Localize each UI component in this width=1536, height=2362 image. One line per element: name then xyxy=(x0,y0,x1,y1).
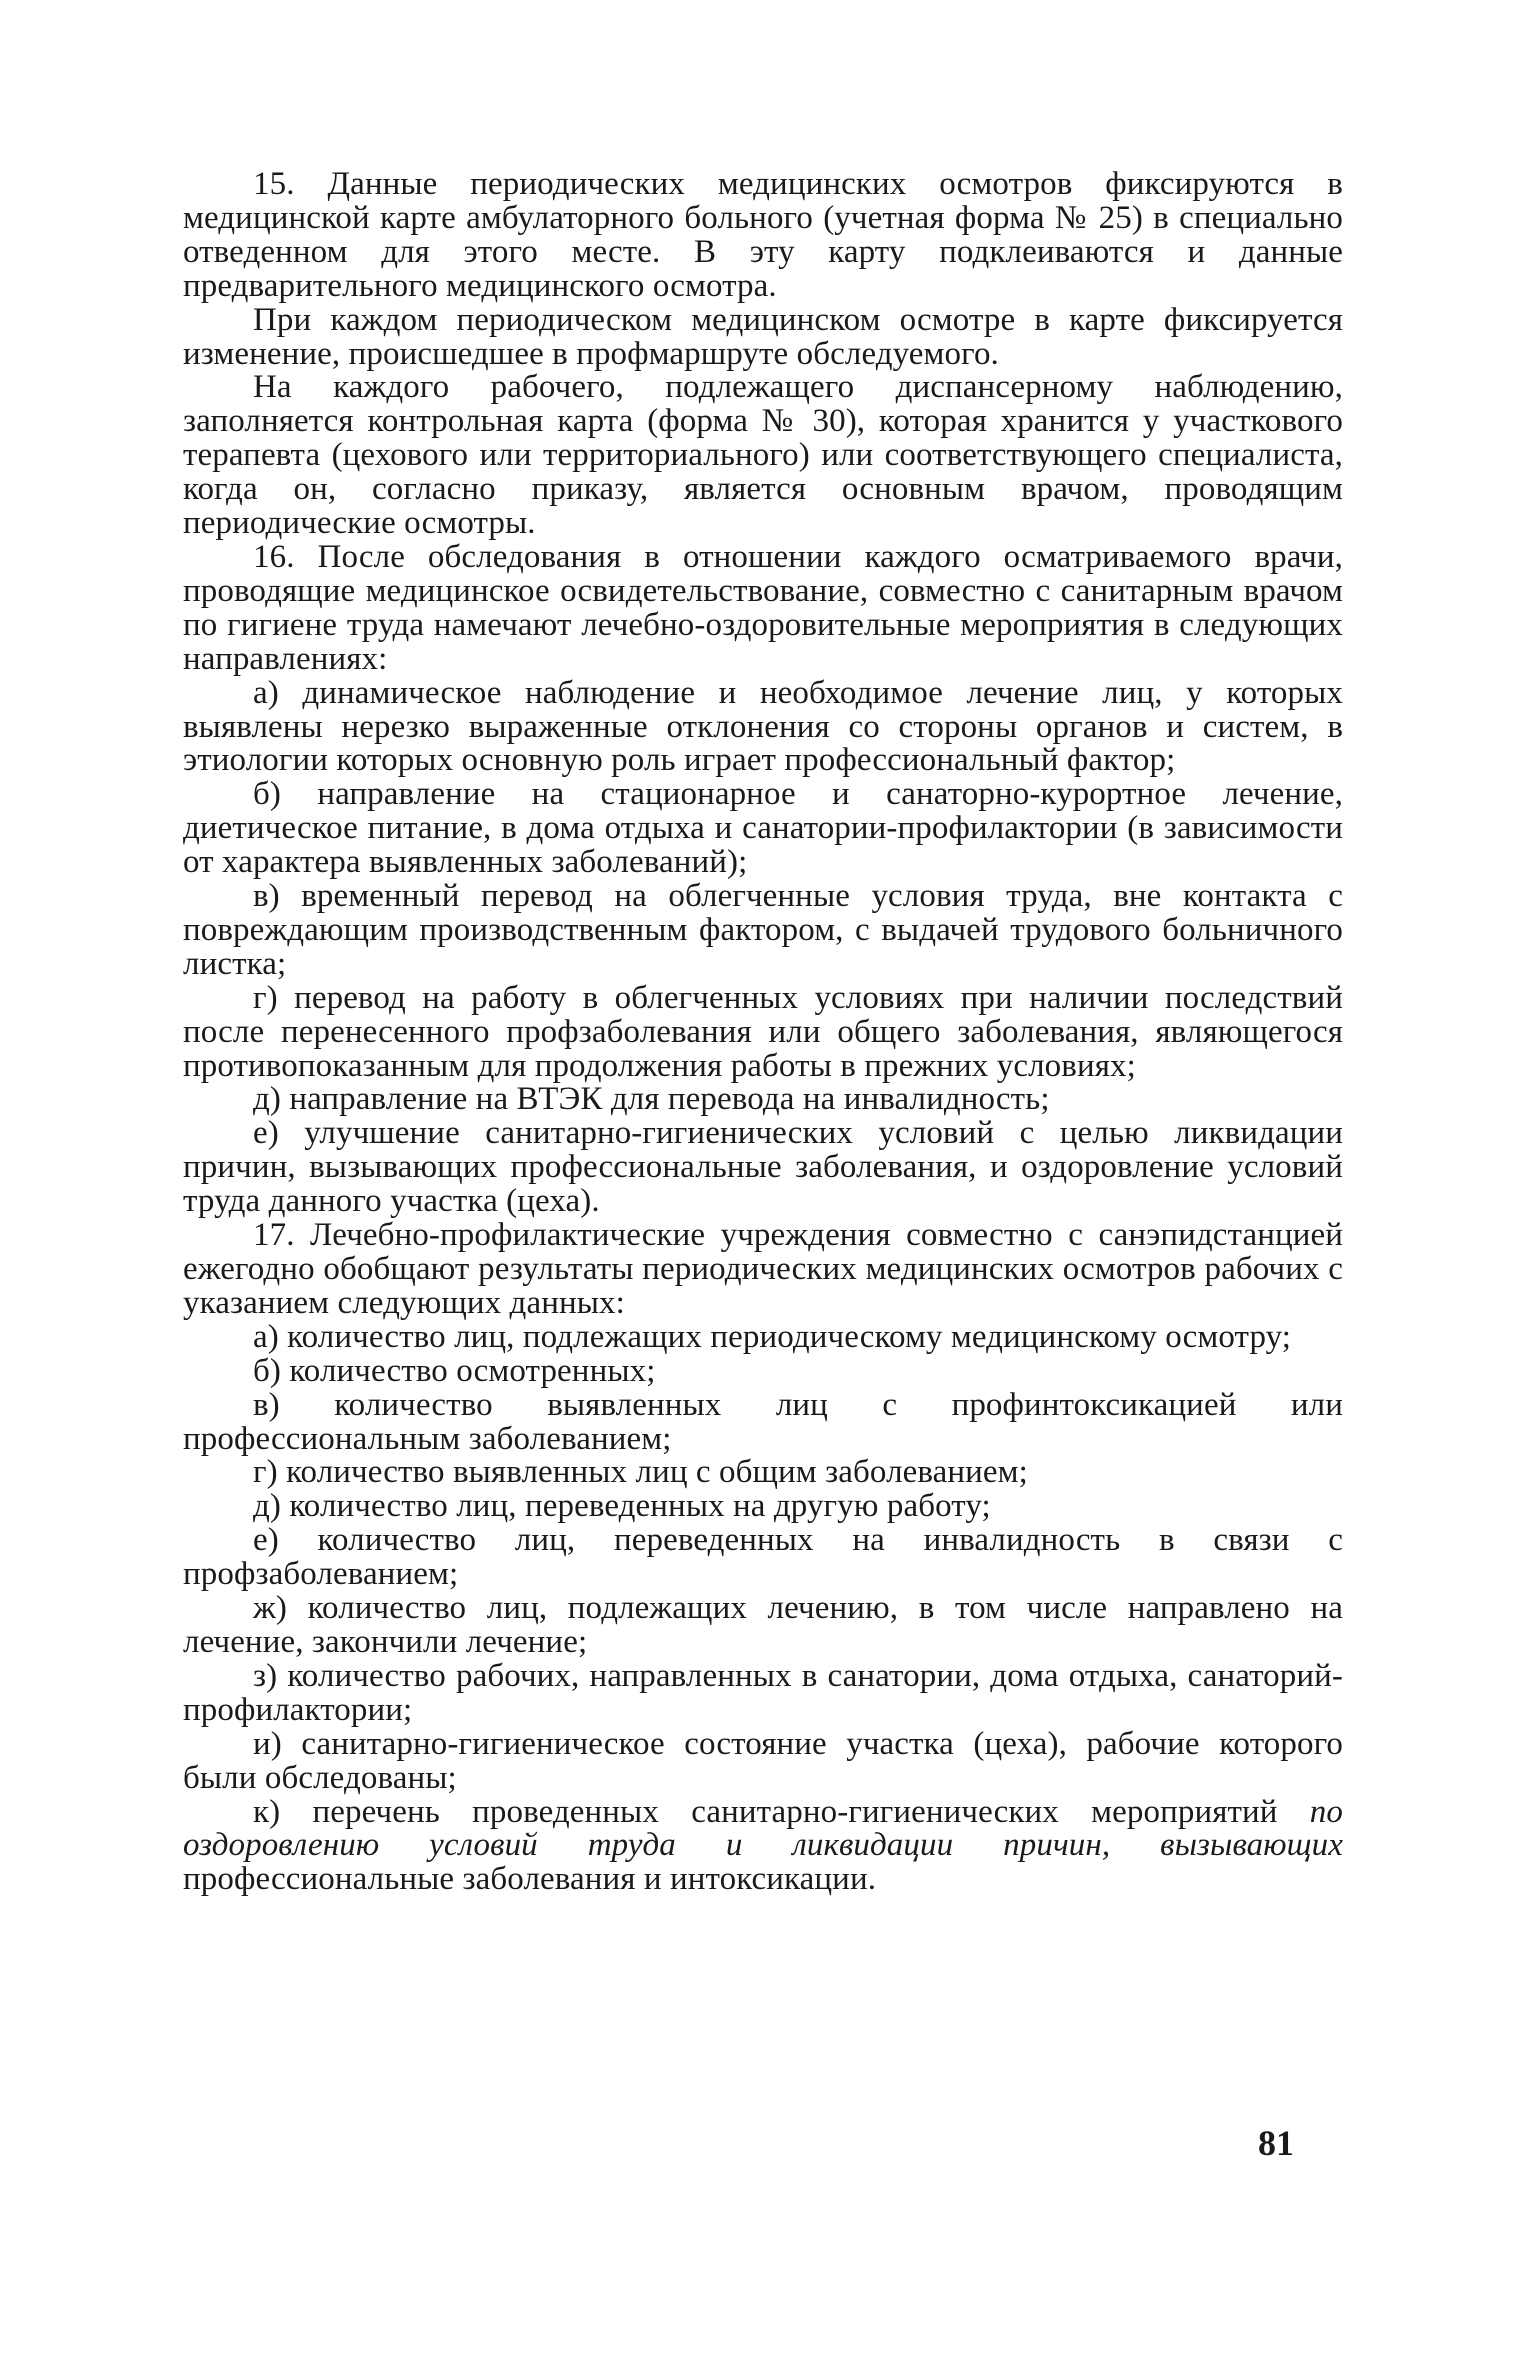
list-item-17-e: е) количество лиц, переведенных на инвалидность в связи с профзаболеванием; xyxy=(183,1522,1343,1593)
paragraph-profroute-changes: При каждом периодическом медицинском осмотре в карте фиксируется изменение, происшедшее в профмаршруте обследуемого. xyxy=(183,301,1343,372)
list-item-17-i: и) санитарно-гигиеническое состояние участка (цеха), рабочие которого были обследованы; xyxy=(183,1725,1343,1796)
list-item-17-k-italic: по оздоровлению условий труда и ликвидации причин, вызывающих xyxy=(183,1793,1343,1864)
paragraph-17-summary: 17. Лечебно-профилактические учреждения совместно с санэпидстанцией ежегодно обобщают результаты периодических медицинских осмотров рабочих с указанием следующих данных: xyxy=(183,1217,1343,1321)
list-item-16-b: б) направление на стационарное и санаторно-курортное лечение, диетическое питание, в дома отдыха и санатории-профилактории (в зависимости от характера выявленных заболеваний); xyxy=(183,776,1343,881)
list-item-17-a: а) количество лиц, подлежащих периодическому медицинскому осмотру; xyxy=(253,1318,1292,1355)
list-item-16-g: г) перевод на работу в облегченных условиях при наличии последствий после перенесенного профзаболевания или общего заболевания, являющегося противопоказанным для продолжения работы в прежних условиях; xyxy=(183,979,1343,1084)
list-item-16-d: д) направление на ВТЭК для перевода на инвалидность; xyxy=(253,1081,1050,1118)
body-text xyxy=(183,168,1343,1897)
list-item-16-a: а) динамическое наблюдение и необходимое лечение лиц, у которых выявлены нерезко выраженные отклонения со стороны органов и систем, в этиологии которых основную роль играет профессиональный фактор; xyxy=(183,674,1343,779)
list-item-16-e: е) улучшение санитарно-гигиенических условий с целью ликвидации причин, вызывающих профессиональные заболевания, и оздоровление условий труда данного участка (цеха). xyxy=(183,1115,1343,1220)
paragraph-15-medical-records: 15. Данные периодических медицинских осмотров фиксируются в медицинской карте амбулаторного больного (учетная форма № 25) в специально отведенном для этого месте. В эту карту подклеиваются и данные предварительного медицинского осмотра. xyxy=(183,166,1343,304)
list-item-16-v: в) временный перевод на облегченные условия труда, вне контакта с повреждающим производственным фактором, с выдачей трудового больничного листка; xyxy=(183,878,1343,982)
list-item-17-g: г) количество выявленных лиц с общим заболеванием; xyxy=(253,1454,1028,1491)
paragraph-control-card: На каждого рабочего, подлежащего диспансерному наблюдению, заполняется контрольная карта (форма № 30), которая хранится у участкового терапевта (цехового или территориального) или соответствующего специалиста, когда он, согласно приказу, является основным врачом, проводящим периодические осмотры. xyxy=(183,369,1343,542)
list-item-17-k-tail: профессиональные заболевания и интоксикации. xyxy=(183,1861,877,1898)
list-item-17-d: д) количество лиц, переведенных на другую работу; xyxy=(253,1488,991,1525)
list-item-17-k-roman: к) перечень проведенных санитарно-гигиенических мероприятий xyxy=(253,1793,1310,1830)
list-item-17-zh: ж) количество лиц, подлежащих лечению, в том числе направлено на лечение, закончили лечение; xyxy=(183,1590,1343,1660)
paragraph-16-measures: 16. После обследования в отношении каждого осматриваемого врачи, проводящие медицинское освидетельствование, совместно с санитарным врачом по гигиене труда намечают лечебно-оздоровительные мероприятия в следующих направлениях: xyxy=(183,538,1343,677)
list-item-17-z: з) количество рабочих, направленных в санатории, дома отдыха, санаторий-профилактории; xyxy=(183,1657,1343,1728)
list-item-17-v: в) количество выявленных лиц с профинтоксикацией или профессиональным заболеванием; xyxy=(183,1386,1343,1457)
list-item-17-k xyxy=(183,1793,1343,1898)
list-item-17-b: б) количество осмотренных; xyxy=(253,1352,656,1389)
page-number: 81 xyxy=(1258,2123,1294,2163)
